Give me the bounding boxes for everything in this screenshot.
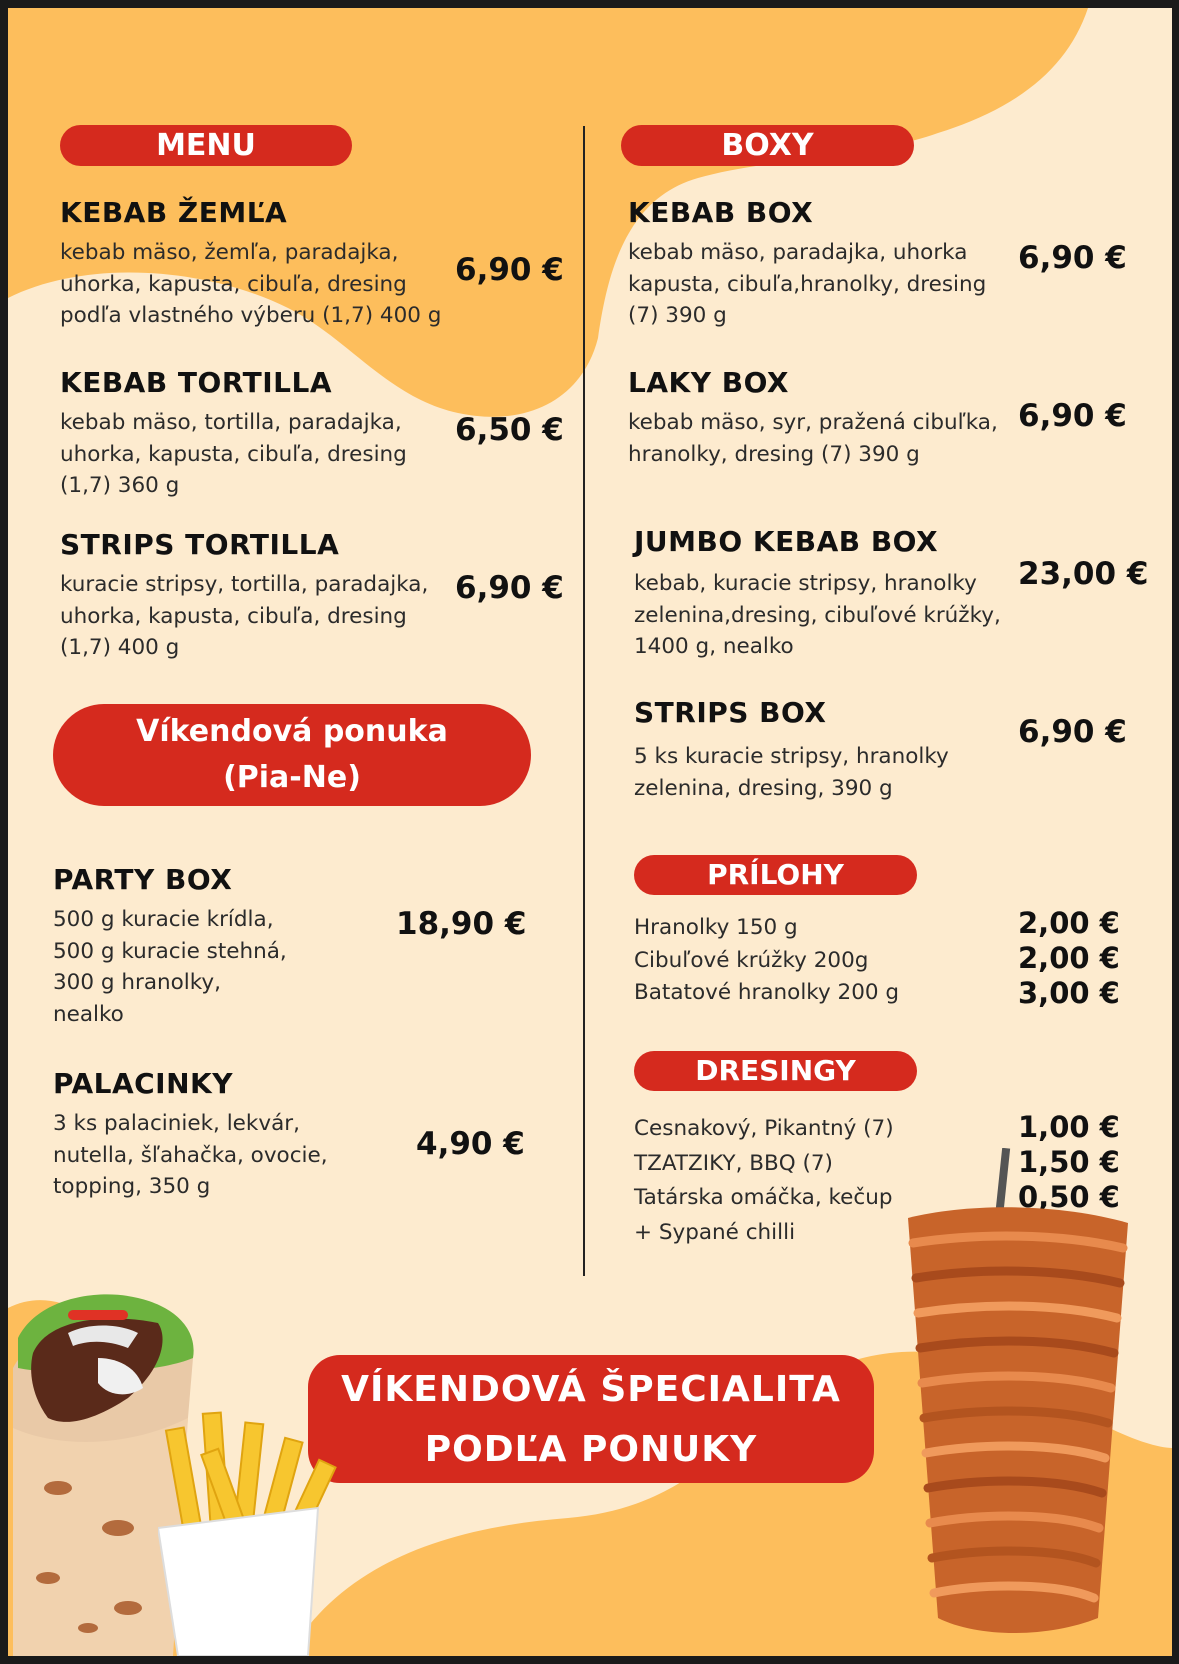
list-price: 2,00 € [1018, 906, 1120, 940]
sides-list [634, 912, 899, 1010]
item-price: 23,00 € [1018, 556, 1149, 592]
item-description: kuracie stripsy, tortilla, paradajka, uhorka, kapusta, cibuľa, dresing (1,7) 400 g [60, 572, 429, 660]
list-price: 1,50 € [1018, 1145, 1120, 1179]
item-title: KEBAB BOX [628, 196, 814, 229]
item-description: 5 ks kuracie stripsy, hranolky zelenina, dresing, 390 g [634, 744, 949, 801]
list-price: 3,00 € [1018, 976, 1120, 1010]
item-description: kebab mäso, paradajka, uhorka kapusta, cibuľa,hranolky, dresing (7) 390 g [628, 240, 987, 328]
item-price: 6,50 € [455, 412, 564, 448]
item-title: PARTY BOX [53, 863, 233, 896]
item-title: STRIPS TORTILLA [60, 528, 340, 561]
list-item: + Sypané chilli [634, 1219, 796, 1245]
weekend-offer-pill: Víkendová ponuka (Pia-Ne) [53, 704, 531, 806]
item-description: 3 ks palaciniek, lekvár, nutella, šľahačka, ovocie, topping, 350 g [53, 1111, 328, 1199]
list-item: TZATZIKY, BBQ (7) [634, 1150, 833, 1176]
list-price: 0,50 € [1018, 1180, 1120, 1214]
list-item: Cibuľové krúžky 200g [634, 947, 869, 973]
dressings-list [634, 1112, 894, 1250]
item-price: 6,90 € [1018, 240, 1127, 276]
item-price: 6,90 € [1018, 714, 1127, 750]
weekend-special-banner: VÍKENDOVÁ ŠPECIALITA PODĽA PONUKY [308, 1355, 874, 1483]
list-item: Batatové hranolky 200 g [634, 980, 900, 1005]
column-divider [583, 126, 585, 1276]
item-description: kebab mäso, žemľa, paradajka, uhorka, kapusta, cibuľa, dresing podľa vlastného výberu (1,7) 400 g [60, 240, 442, 328]
item-description: kebab mäso, tortilla, paradajka, uhorka, kapusta, cibuľa, dresing (1,7) 360 g [60, 410, 407, 498]
item-title: LAKY BOX [628, 366, 789, 399]
item-price: 6,90 € [455, 252, 564, 288]
boxy-header: BOXY [621, 125, 914, 166]
list-price: 2,00 € [1018, 941, 1120, 975]
sides-prices [1018, 906, 1120, 1011]
doner-spit-icon [888, 1148, 1148, 1656]
prilohy-header: PRÍLOHY [634, 855, 917, 895]
list-item: Tatárska omáčka, kečup [634, 1185, 893, 1210]
menu-header: MENU [60, 125, 352, 166]
item-title: PALACINKY [53, 1067, 234, 1100]
item-title: STRIPS BOX [634, 696, 827, 729]
item-title: KEBAB TORTILLA [60, 366, 333, 399]
item-description: kebab mäso, syr, pražená cibuľka, hranolky, dresing (7) 390 g [628, 410, 998, 467]
item-price: 6,90 € [455, 570, 564, 606]
item-price: 6,90 € [1018, 398, 1127, 434]
item-title: JUMBO KEBAB BOX [634, 525, 939, 558]
menu-page [8, 8, 1172, 1656]
item-price: 18,90 € [396, 906, 527, 942]
item-description: 500 g kuracie krídla, 500 g kuracie stehná, 300 g hranolky, nealko [53, 907, 287, 1027]
list-item: Hranolky 150 g [634, 915, 798, 940]
item-price: 4,90 € [416, 1126, 525, 1162]
item-title: KEBAB ŽEMĽA [60, 196, 288, 229]
french-fries-icon [158, 1408, 358, 1656]
list-price: 1,00 € [1018, 1110, 1120, 1144]
dresingy-header: DRESINGY [634, 1051, 917, 1091]
item-description: kebab, kuracie stripsy, hranolky zelenina,dresing, cibuľové krúžky, 1400 g, nealko [634, 571, 1001, 659]
list-item: Cesnakový, Pikantný (7) [634, 1116, 894, 1141]
